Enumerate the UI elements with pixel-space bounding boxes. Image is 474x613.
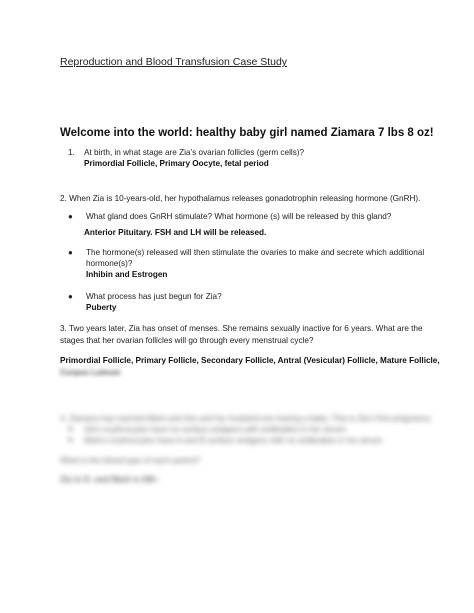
q2b-answer: Inhibin and Estrogen bbox=[86, 270, 168, 279]
section-heading: Welcome into the world: healthy baby girl named Ziamara 7 lbs 8 oz! bbox=[60, 127, 434, 139]
bullet-icon: ● bbox=[68, 435, 73, 444]
q1-question: At birth, in what stage are Zia’s ovarian follicles (germ cells)? bbox=[84, 148, 305, 157]
q4-question: What is the blood type of each parent? bbox=[60, 456, 201, 465]
bullet-icon: ● bbox=[68, 424, 73, 433]
bullet-icon: ● bbox=[68, 212, 73, 221]
q2a-answer: Anterior Pituitary. FSH and LH will be released. bbox=[84, 228, 267, 237]
bullet-icon: ● bbox=[68, 248, 73, 257]
q4-line1: 4. Ziamara has married Mark and she and her husband are having a baby. This is Zia’s first pregnancy. bbox=[60, 414, 433, 423]
q1-answer: Primordial Follicle, Primary Oocyte, fetal period bbox=[84, 159, 269, 168]
q4-sub1: Zia’s erythrocytes have no surface antigens with antibodies in her serum bbox=[84, 425, 346, 434]
q2-intro: 2. When Zia is 10-years-old, her hypothalamus releases gonadotrophin releasing hormone (GnRH). bbox=[60, 194, 421, 203]
q3-line2: stages that her ovarian follicles will go through every menstrual cycle? bbox=[60, 336, 314, 345]
q2a-question: What gland does GnRH stimulate? What hormone (s) will be released by this gland? bbox=[86, 212, 392, 221]
q1-number: 1. bbox=[68, 148, 75, 157]
q4-sub2: Mark’s erythrocytes have A and B surface antigens with no antibodies in his serum bbox=[84, 436, 382, 445]
q2b-question-line1: The hormone(s) released will then stimulate the ovaries to make and secrete which additional bbox=[86, 248, 425, 257]
q2c-question: What process has just begun for Zia? bbox=[86, 292, 222, 301]
q2c-answer: Puberty bbox=[86, 303, 117, 312]
q3-line1: 3. Two years later, Zia has onset of menses. She remains sexually inactive for 6 years. What are the bbox=[60, 324, 423, 333]
q3-answer-line1: Primordial Follicle, Primary Follicle, Secondary Follicle, Antral (Vesicular) Follicle, Mature Follicle, bbox=[60, 356, 440, 365]
q4-answer: Zia is O- and Mark is AB+ bbox=[60, 475, 159, 484]
page-title: Reproduction and Blood Transfusion Case Study bbox=[60, 56, 288, 68]
q2b-question-line2: hormone(s)? bbox=[86, 259, 133, 268]
bullet-icon: ● bbox=[68, 292, 73, 301]
q3-answer-line2: Corpus Luteum bbox=[60, 368, 121, 377]
